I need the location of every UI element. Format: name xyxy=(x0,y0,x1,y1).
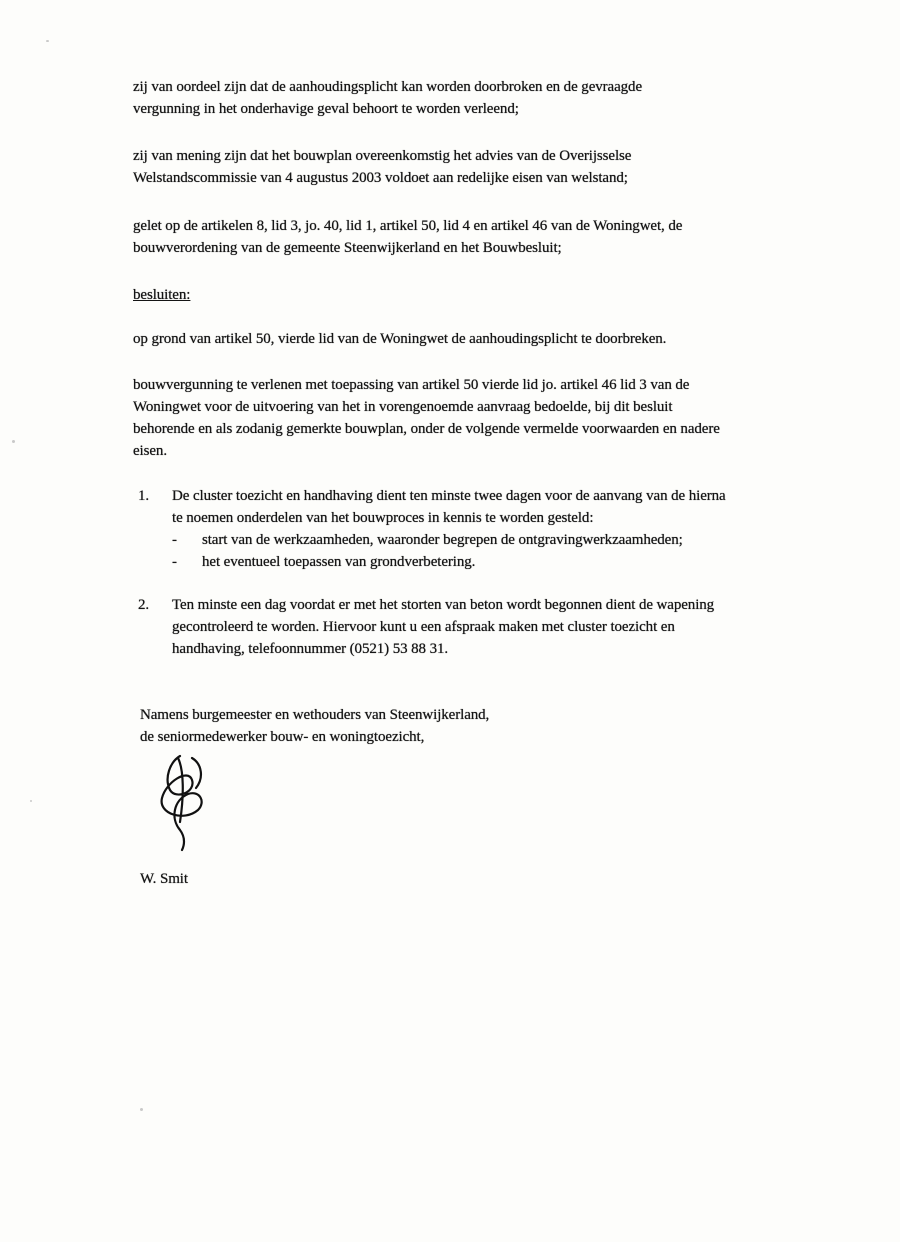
text-line: gecontroleerd te worden. Hiervoor kunt u een afspraak maken met cluster toezicht en xyxy=(172,619,675,635)
text-line: zij van mening zijn dat het bouwplan overeenkomstig het advies van de Overijsselse xyxy=(133,148,632,164)
condition-number: 2. xyxy=(138,597,150,613)
text-line: bouwvergunning te verlenen met toepassing van artikel 50 vierde lid jo. artikel 46 lid 3 van de xyxy=(133,377,690,393)
text-line: te noemen onderdelen van het bouwproces in kennis te worden gesteld: xyxy=(172,510,594,526)
text-line: Ten minste een dag voordat er met het storten van beton wordt begonnen dient de wapening xyxy=(172,597,715,613)
signatory-name xyxy=(140,868,840,890)
signature-image xyxy=(140,752,230,852)
bullet-text: het eventueel toepassen van grondverbetering. xyxy=(202,554,476,570)
text-line: De cluster toezicht en handhaving dient ten minste twee dagen voor de aanvang van de hierna xyxy=(172,488,726,504)
paragraph-legal-basis xyxy=(133,215,833,259)
decision-heading xyxy=(133,284,833,306)
text-line: handhaving, telefoonnummer (0521) 53 88 31. xyxy=(172,641,449,657)
closing-block xyxy=(140,704,840,748)
scan-speck xyxy=(12,440,15,443)
paragraph-decision-1 xyxy=(133,328,833,350)
text-line: gelet op de artikelen 8, lid 3, jo. 40, lid 1, artikel 50, lid 4 en artikel 46 van de Woningwet, de xyxy=(133,218,683,234)
scan-speck xyxy=(140,1108,143,1111)
bullet-text: start van de werkzaamheden, waaronder begrepen de ontgravingwerkzaamheden; xyxy=(202,532,683,548)
condition-number: 1. xyxy=(138,488,150,504)
text-line: Namens burgemeester en wethouders van Steenwijkerland, xyxy=(140,707,490,723)
text-line: op grond van artikel 50, vierde lid van de Woningwet de aanhoudingsplicht te doorbreken. xyxy=(133,331,667,347)
text-line: eisen. xyxy=(133,443,167,459)
heading-text: besluiten: xyxy=(133,287,191,303)
text-line: Woningwet voor de uitvoering van het in vorengenoemde aanvraag bedoelde, bij dit besluit xyxy=(133,399,673,415)
signatory-text: W. Smit xyxy=(140,871,188,887)
scan-speck xyxy=(30,800,32,802)
text-line: behorende en als zodanig gemerkte bouwplan, onder de volgende vermelde voorwaarden en nadere xyxy=(133,421,720,437)
bullet-item xyxy=(172,529,852,551)
paragraph-welstand xyxy=(133,145,833,189)
bullet-symbol: - xyxy=(172,554,177,570)
text-line: zij van oordeel zijn dat de aanhoudingsplicht kan worden doorbroken en de gevraagde xyxy=(133,79,643,95)
scan-speck xyxy=(46,40,49,42)
bullet-symbol: - xyxy=(172,532,177,548)
paragraph-decision-2 xyxy=(133,374,833,462)
text-line: de seniormedewerker bouw- en woningtoezicht, xyxy=(140,729,425,745)
bullet-item xyxy=(172,551,852,573)
paragraph-judgement xyxy=(133,76,833,120)
condition-body xyxy=(172,594,852,660)
text-line: Welstandscommissie van 4 augustus 2003 voldoet aan redelijke eisen van welstand; xyxy=(133,170,628,186)
condition-body xyxy=(172,485,852,573)
text-line: vergunning in het onderhavige geval behoort te worden verleend; xyxy=(133,101,519,117)
text-line: bouwverordening van de gemeente Steenwijkerland en het Bouwbesluit; xyxy=(133,240,562,256)
